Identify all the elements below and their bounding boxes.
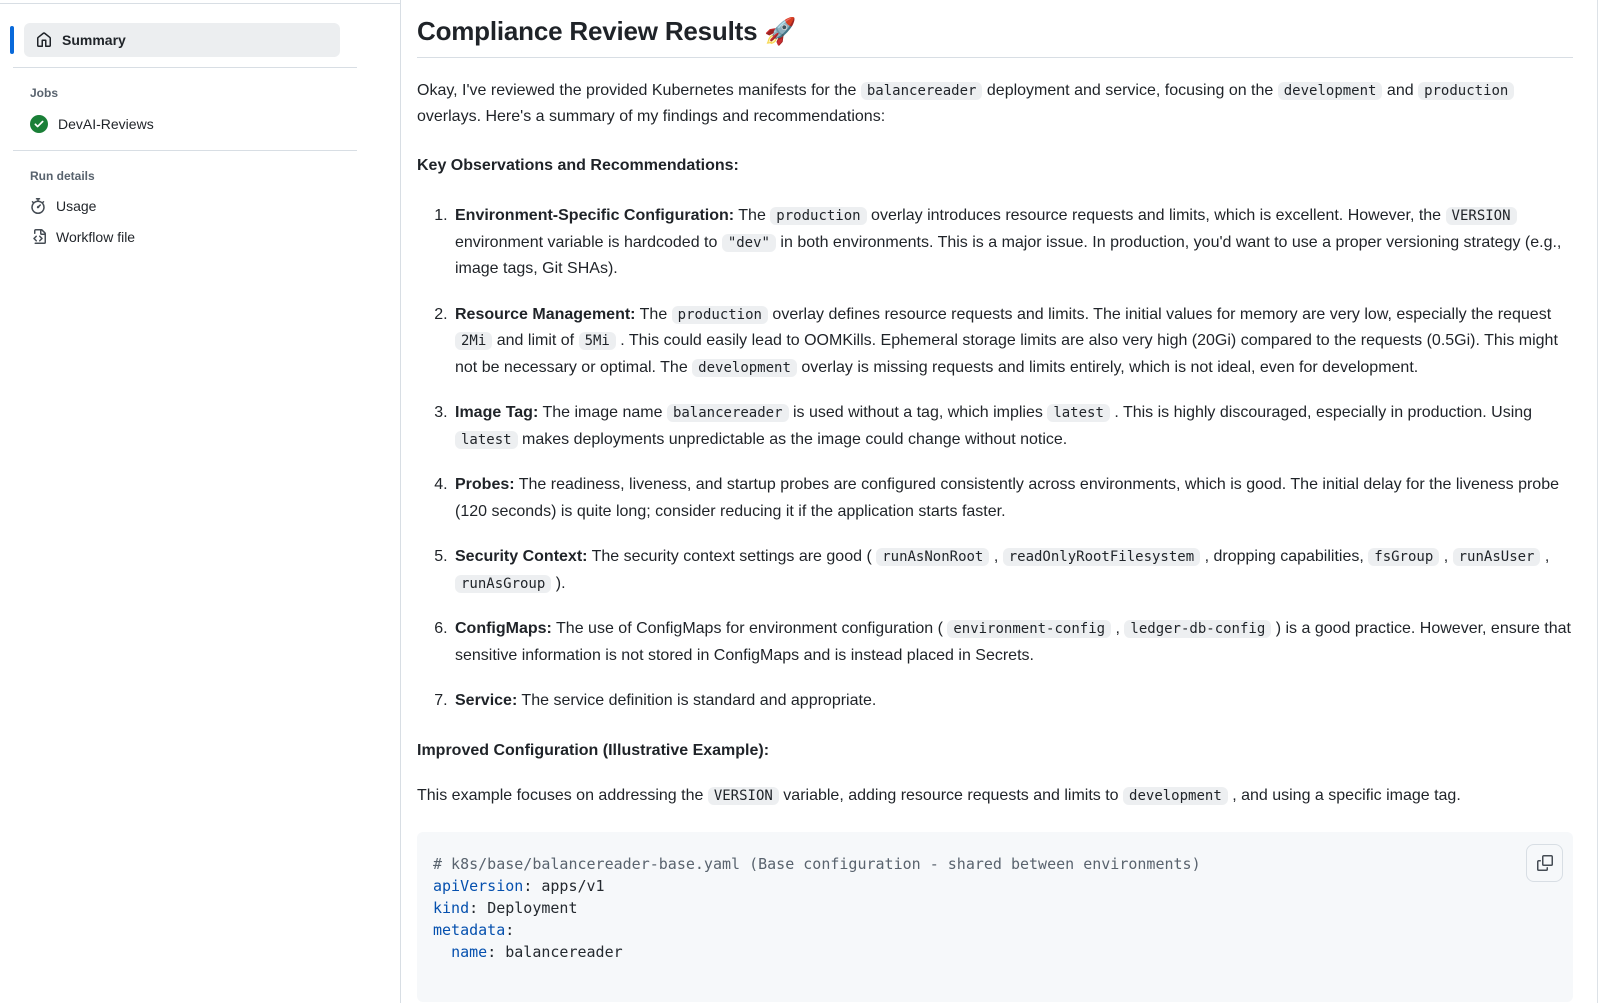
- inline-code: VERSION: [708, 787, 779, 805]
- inline-code: runAsUser: [1453, 548, 1541, 566]
- bold-text: ConfigMaps:: [455, 620, 552, 637]
- observations-heading: Key Observations and Recommendations:: [417, 157, 739, 174]
- observation-item: 4. Probes: The readiness, liveness, and startup probes are configured consistently across environments, which is good. The initial delay for the liveness probe (120 seconds) is quite long; consider reducing it if the application starts faster.: [452, 472, 1573, 525]
- code-line: kind: Deployment: [433, 898, 578, 917]
- run-details-section-label: Run details: [30, 169, 95, 183]
- code-line: metadata:: [433, 920, 515, 939]
- inline-code: latest: [1047, 404, 1110, 422]
- inline-code: 5Mi: [579, 332, 616, 350]
- observation-item: 7. Service: The service definition is standard and appropriate.: [452, 688, 1573, 715]
- bold-text: Resource Management:: [455, 305, 636, 323]
- example-intro-paragraph: This example focuses on addressing the VERSION variable, adding resource requests and limits to development , and using a specific image tag.: [417, 786, 1461, 804]
- observation-item: 2. Resource Management: The production overlay defines resource requests and limits. The initial values for memory are very low, especially the request 2Mi and limit of 5Mi . This could easily lead to OOMKills. Ephemeral storage limits are also very high (20Gi) compared to the requests (0.5Gi). This might not be necessary or optimal. The development overlay is missing requests and limits entirely, which is not ideal, even for development.: [452, 302, 1573, 382]
- inline-code: "dev": [722, 234, 776, 252]
- inline-code: development: [1278, 82, 1383, 100]
- jobs-section-label: Jobs: [30, 86, 59, 100]
- yaml-code-block: [417, 832, 1573, 1002]
- home-icon: [36, 32, 52, 48]
- code-line: apiVersion: apps/v1: [433, 876, 605, 895]
- observation-item: 6. ConfigMaps: The use of ConfigMaps for environment configuration ( environment-config , ledger-db-config ) is a good practice. However, ensure that sensitive information is not stored in ConfigMaps and is instead placed in Secrets.: [452, 616, 1573, 669]
- observations-list: [417, 203, 1573, 715]
- sidebar-divider: [13, 150, 357, 151]
- code-lines: [433, 853, 1557, 963]
- observation-item: 1. Environment-Specific Configuration: The production overlay introduces resource requests and limits, which is excellent. However, the VERSION environment variable is hardcoded to "dev" in both environments. This is a major issue. In production, you'd want to use a proper versioning strategy (e.g., image tags, Git SHAs).: [452, 203, 1573, 283]
- improved-config-heading: Improved Configuration (Illustrative Example):: [417, 741, 770, 759]
- inline-code: ledger-db-config: [1124, 620, 1271, 638]
- inline-code: environment-config: [947, 620, 1111, 638]
- right-panel-border: [1597, 0, 1598, 1003]
- inline-code: VERSION: [1446, 207, 1517, 225]
- stopwatch-icon: [30, 198, 46, 214]
- page-title: Compliance Review Results 🚀: [417, 16, 797, 46]
- sidebar-top-border: [0, 3, 401, 4]
- check-circle-icon: [30, 115, 48, 133]
- inline-code: balancereader: [667, 404, 789, 422]
- job-name: DevAI-Reviews: [58, 116, 154, 132]
- intro-paragraph: Okay, I've reviewed the provided Kubernetes manifests for the balancereader deployment and service, focusing on the development and production overlays. Here's a summary of my findings and recommendations:: [417, 78, 1573, 130]
- sidebar-summary-label: Summary: [62, 32, 126, 48]
- inline-code: runAsGroup: [455, 575, 551, 593]
- code-line: # k8s/base/balancereader-base.yaml (Base configuration - shared between environments): [433, 854, 1201, 873]
- inline-code: runAsNonRoot: [876, 548, 989, 566]
- job-summary-panel: [417, 0, 1573, 1002]
- sidebar-item-usage[interactable]: [30, 198, 96, 214]
- inline-code: development: [1123, 787, 1228, 805]
- inline-code: production: [770, 207, 866, 225]
- code-line: name: balancereader: [451, 942, 623, 961]
- inline-code: fsGroup: [1368, 548, 1439, 566]
- inline-code: production: [672, 306, 768, 324]
- workflow-file-label: Workflow file: [56, 229, 136, 245]
- inline-code: readOnlyRootFilesystem: [1003, 548, 1200, 566]
- inline-code: development: [692, 359, 797, 377]
- bold-text: Image Tag:: [455, 404, 539, 421]
- bold-text: Security Context:: [455, 548, 588, 565]
- markdown-body: [417, 78, 1573, 1002]
- run-sidebar: [0, 0, 401, 1003]
- bold-text: Environment-Specific Configuration:: [455, 207, 735, 224]
- copy-code-button[interactable]: [1526, 844, 1563, 882]
- active-nav-indicator: [10, 26, 14, 54]
- bold-text: Probes:: [455, 476, 515, 493]
- inline-code: production: [1418, 82, 1514, 100]
- sidebar-item-workflow-file[interactable]: [30, 229, 135, 245]
- inline-code: 2Mi: [455, 332, 492, 350]
- sidebar-item-summary[interactable]: [24, 23, 340, 57]
- observation-item: 5. Security Context: The security context settings are good ( runAsNonRoot , readOnlyRootFilesystem , dropping capabilities, fsGroup , runAsUser , runAsGroup ).: [452, 544, 1573, 597]
- inline-code: latest: [455, 431, 518, 449]
- inline-code: balancereader: [861, 82, 983, 100]
- sidebar-job-devai-reviews[interactable]: [30, 115, 154, 133]
- usage-label: Usage: [56, 198, 97, 214]
- title-divider: [417, 57, 1573, 58]
- code-file-icon: [30, 229, 46, 245]
- copy-icon: [1537, 855, 1553, 871]
- observation-item: 3. Image Tag: The image name balancereader is used without a tag, which implies latest . This is highly discouraged, especially in production. Using latest makes deployments unpredictable as the image could change without notice.: [452, 400, 1573, 453]
- bold-text: Service:: [455, 692, 518, 709]
- sidebar-divider: [13, 67, 357, 68]
